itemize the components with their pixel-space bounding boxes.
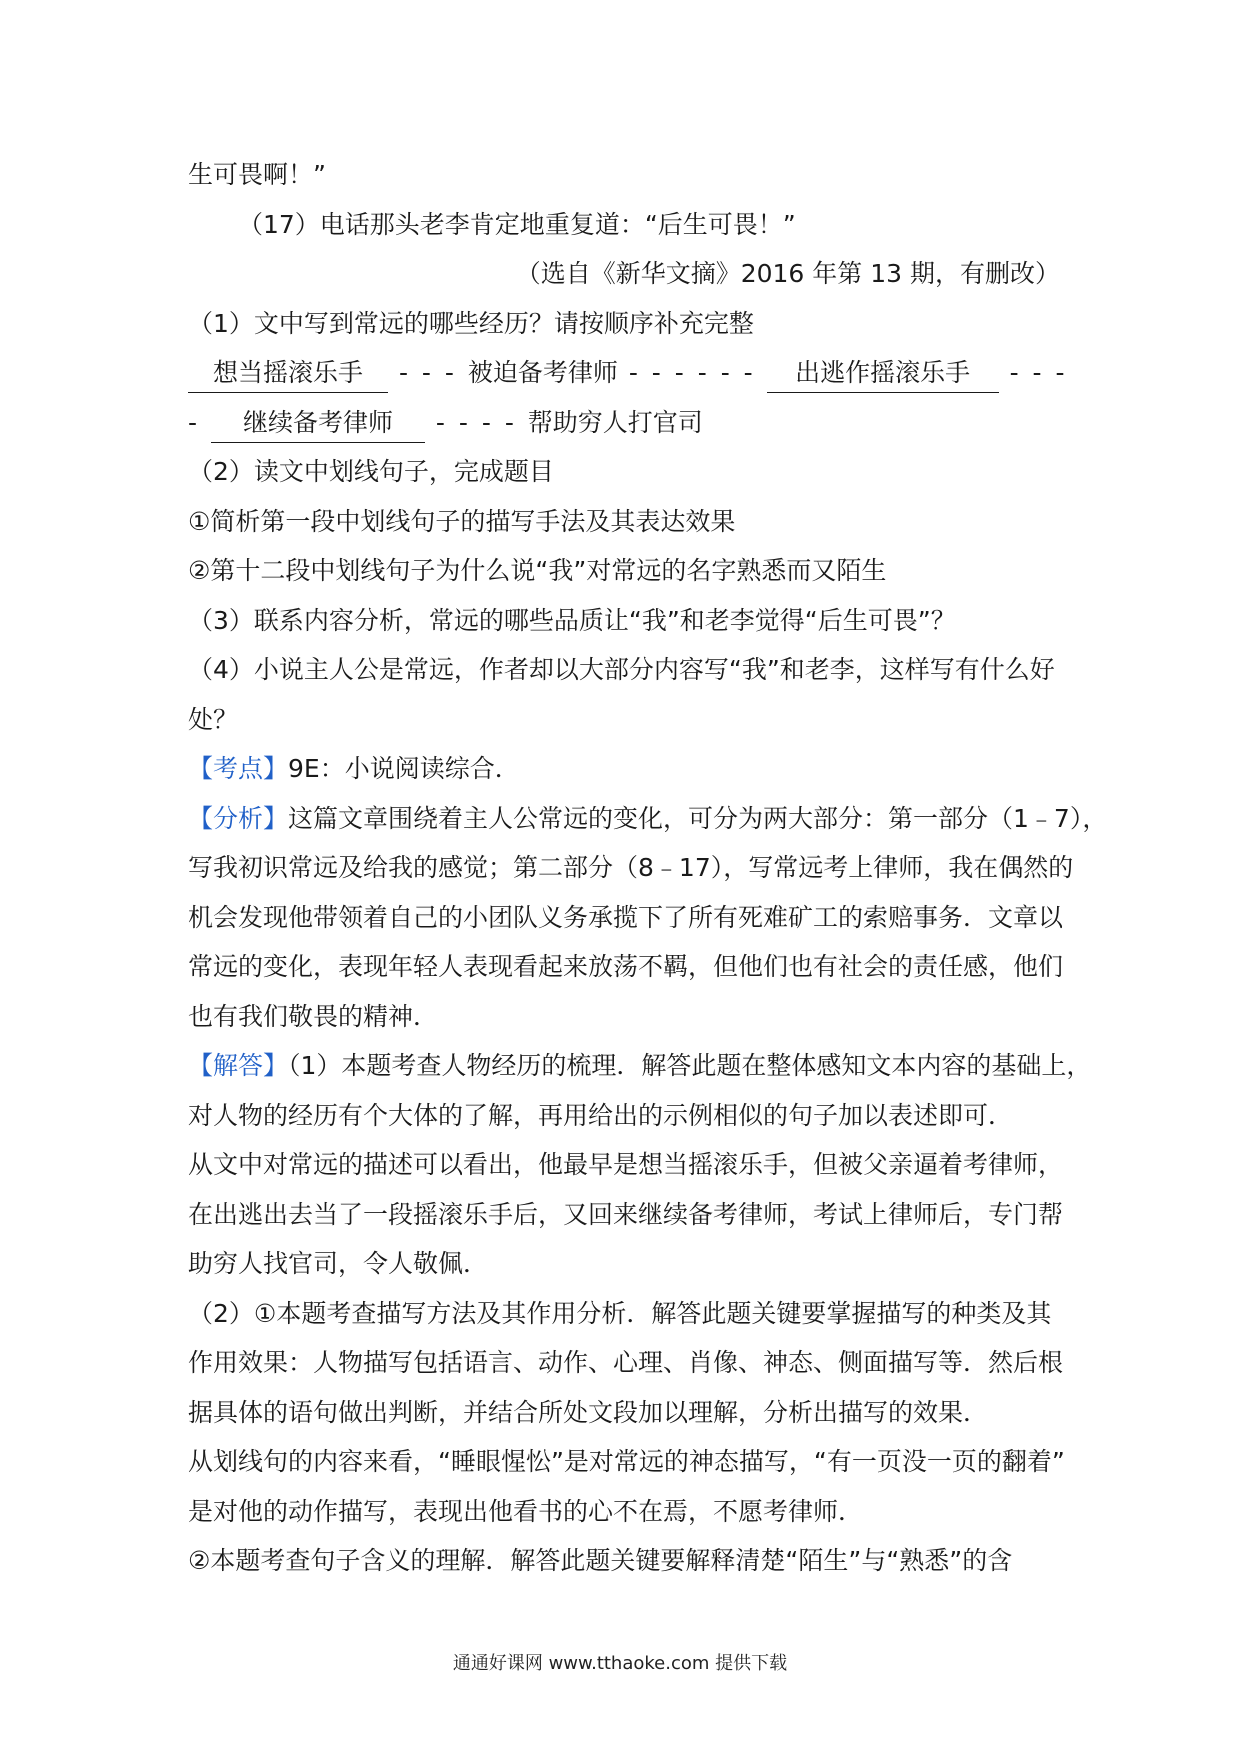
jieda-label: 【解答】 xyxy=(188,1051,289,1080)
question-4-cont: 处？ xyxy=(188,704,239,734)
answer-blank: 出逃作摇滚乐手 xyxy=(767,354,999,393)
jieda-line: 从文中对常远的描述可以看出，他最早是想当摇滚乐手，但被父亲逼着考律师， xyxy=(188,1150,1064,1179)
answer-blank: 想当摇滚乐手 xyxy=(188,354,388,393)
fenxi-line: 常远的变化，表现年轻人表现看起来放荡不羁，但他们也有社会的责任感，他们 xyxy=(188,952,1064,981)
jieda-line: 作用效果：人物描写包括语言、动作、心理、肖像、神态、侧面描写等．然后根 xyxy=(188,1348,1064,1377)
kaodian-text: 9E：小说阅读综合． xyxy=(288,754,520,783)
question-2b: ②第十二段中划线句子为什么说“我”对常远的名字熟悉而又陌生 xyxy=(188,556,887,585)
timeline-row-2 xyxy=(188,398,1060,448)
kaodian-label: 【考点】 xyxy=(188,754,289,783)
timeline-step: 被迫备考律师 xyxy=(467,358,618,387)
timeline-row-1 xyxy=(188,348,1068,398)
passage-line: （17）电话那头老李肯定地重复道：“后生可畏！” xyxy=(238,209,796,239)
question-4: （4）小说主人公是常远，作者却以大部分内容写“我”和老李，这样写有什么好 xyxy=(188,655,1055,684)
fenxi-section xyxy=(188,794,1108,844)
fenxi-line: 机会发现他带领着自己的小团队义务承揽下了所有死难矿工的索赔事务．文章以 xyxy=(188,902,1064,932)
jieda-line: 是对他的动作描写，表现出他看书的心不在焉，不愿考律师． xyxy=(188,1496,864,1526)
dash-separator: - xyxy=(188,407,211,437)
dash-separator: - - - - - - xyxy=(617,358,767,387)
dash-separator: - - - - xyxy=(424,407,528,437)
document-body xyxy=(188,150,1108,1586)
jieda-line: 从划线句的内容来看，“睡眼惺忪”是对常远的神态描写，“有一页没一页的翻着” xyxy=(188,1447,1065,1476)
page-footer: 通通好课网 www.tthaoke.com 提供下载 xyxy=(452,1653,788,1674)
dash-separator: - - - xyxy=(998,358,1068,387)
answer-blank: 继续备考律师 xyxy=(211,404,425,443)
jieda-line: （2）①本题考查描写方法及其作用分析．解答此题关键要掌握描写的种类及其 xyxy=(188,1298,1052,1328)
question-2a: ①简析第一段中划线句子的描写手法及其表达效果 xyxy=(188,506,736,536)
jieda-line: ②本题考查句子含义的理解．解答此题关键要解释清楚“陌生”与“熟悉”的含 xyxy=(188,1546,1013,1575)
question-2: （2）读文中划线句子，完成题目 xyxy=(188,457,554,486)
jieda-line: 对人物的经历有个大体的了解，再用给出的示例相似的句子加以表述即可． xyxy=(188,1100,1014,1130)
dash-separator: - - - xyxy=(388,358,468,387)
jieda-line: 助穷人找官司，令人敬佩． xyxy=(188,1249,489,1278)
fenxi-line: 写我初识常远及给我的感觉；第二部分（8﹣17），写常远考上律师，我在偶然的 xyxy=(188,853,1074,882)
fenxi-text: 这篇文章围绕着主人公常远的变化，可分为两大部分：第一部分（1﹣7）， xyxy=(288,803,1108,833)
source-citation: （选自《新华文摘》2016 年第 13 期，有删改） xyxy=(515,259,1060,288)
fenxi-label: 【分析】 xyxy=(188,803,289,833)
question-3: （3）联系内容分析，常远的哪些品质让“我”和老李觉得“后生可畏”？ xyxy=(188,605,956,635)
jieda-line: 在出逃出去当了一段摇滚乐手后，又回来继续备考律师，考试上律师后，专门帮 xyxy=(188,1199,1064,1229)
jieda-section xyxy=(188,1041,1092,1091)
jieda-text: （1）本题考查人物经历的梳理．解答此题在整体感知文本内容的基础上， xyxy=(288,1051,1092,1080)
kaodian-section xyxy=(188,744,1060,794)
jieda-line: 据具体的语句做出判断，并结合所处文段加以理解，分析出描写的效果． xyxy=(188,1397,989,1427)
passage-line: 生可畏啊！” xyxy=(188,160,326,189)
question-1: （1）文中写到常远的哪些经历？请按顺序补充完整 xyxy=(188,308,754,338)
timeline-step: 帮助穷人打官司 xyxy=(527,407,703,437)
fenxi-line: 也有我们敬畏的精神． xyxy=(188,1001,439,1031)
